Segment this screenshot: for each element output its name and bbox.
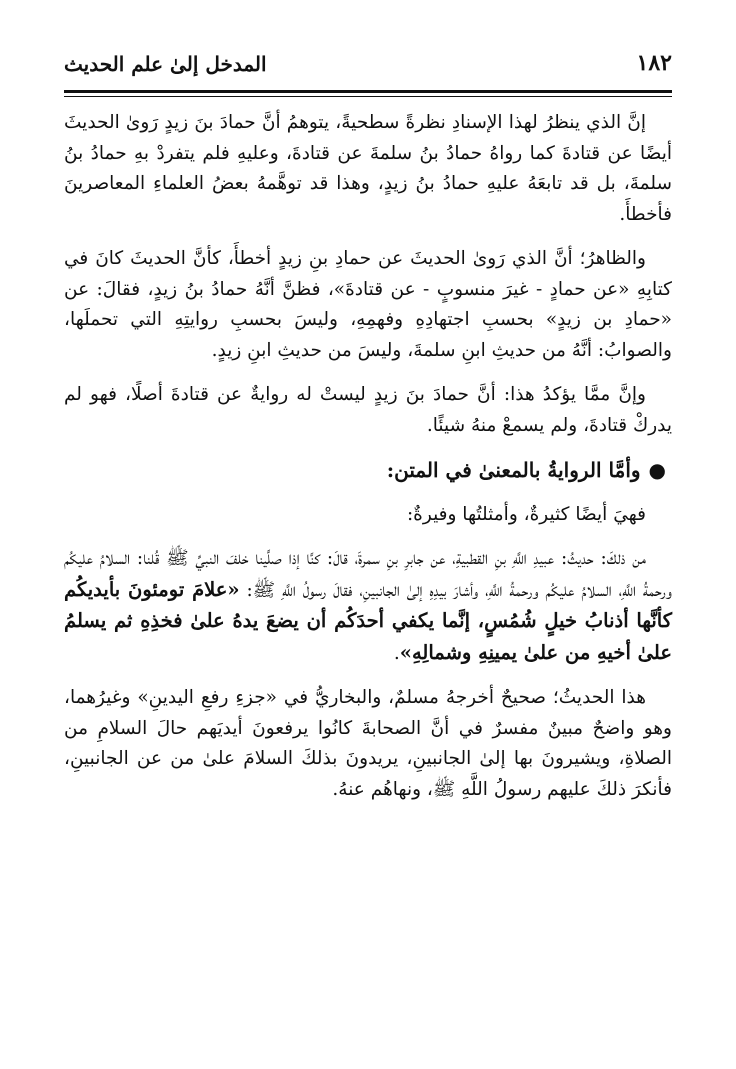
section-heading-text: وأمَّا الروايةُ بالمعنىٰ في المتن:	[386, 458, 641, 482]
section-heading	[64, 455, 672, 486]
paragraph-3: وإنَّ ممَّا يؤكدُ هذا: أنَّ حمادَ بنَ زيدٍ ليستْ له روايةٌ عن قتادةَ أصلًا، فهو لم يدركْ قتادةَ، ولم يسمعْ منهُ شيئًا.	[64, 384, 672, 436]
paragraph-6: هذا الحديثُ؛ صحيحٌ أخرجهُ مسلمٌ، والبخاريُّ في «جزءِ رفعِ اليدينِ» وغيرُهما، وهو واضحٌ مبينٌ مفسرٌ في أنَّ الصحابةَ كانُوا يرفعونَ أيديَهم حالَ السلامِ من الصلاةِ، ويشيرونَ بها إلىٰ الجانبينِ، يريدونَ بذلكَ السلامَ علىٰ من عن الجانبينِ، فأنكرَ ذلكَ عليهم رسولُ اللَّهِ ﷺ، ونهاهُم عنهُ.	[64, 687, 672, 800]
hadith-text: «علامَ تومئونَ بأيديكُم كأنَّها أذنابُ خيلٍ شُمُسٍ، إنَّما يكفي أحدَكُم أن يضعَ يدهُ علىٰ فخذِهِ ثم يسلمُ علىٰ أخيهِ من علىٰ يمينِهِ وشمالِهِ»	[64, 577, 672, 664]
paragraph-2: والظاهرُ؛ أنَّ الذي رَوىٰ الحديثَ عن حمادِ بنِ زيدٍ أخطأَ، كأنَّ الحديثَ كانَ في كتابِهِ «عن حمادٍ - غيرَ منسوبٍ - عن قتادةَ»، فظنَّ أنَّهُ حمادُ بنُ زيدٍ، فقالَ: عن «حمادِ بن زيدٍ» بحسبِ اجتهادِهِ وفهمِهِ، وليسَ بحسبِ روايتِهِ التي تحملَها، والصوابُ: أنَّهُ من حديثِ ابنِ سلمةَ، وليسَ من حديثِ ابنِ زيدٍ.	[64, 248, 672, 361]
header-rule-thick	[64, 90, 672, 93]
page-body	[64, 108, 672, 819]
hadith-end: .	[393, 642, 400, 664]
page-header	[64, 50, 672, 90]
paragraph-1: إنَّ الذي ينظرُ لهذا الإسنادِ نظرةً سطحيةً، يتوهمُ أنَّ حمادَ بنَ زيدٍ رَوىٰ الحديثَ أيضًا عن قتادةَ كما رواهُ حمادُ بنُ سلمةَ عن قتادةَ، وعليهِ فلم يتفردْ بهِ حمادُ بنُ سلمةَ، بل قد تابعَهُ عليهِ حمادُ بنُ زيدٍ، وهذا قد توهَّمهُ بعضُ العلماءِ المعاصرينَ فأخطأَ.	[64, 112, 672, 225]
hadith-intro: من ذلكَ: حديثُ: عبيدِ اللَّهِ بنِ القطبيةِ، عن جابرِ بنِ سمرةَ، قالَ: كنَّا إذا صلَّينا خلفَ النبيِّ ﷺ قُلنا: السلامُ عليكُم ورحمةُ اللَّهِ، السلامُ عليكُم ورحمةُ اللَّهِ، وأشارَ بيدِهِ إلىٰ الجانبينِ، فقالَ رسولُ اللَّهِ ﷺ:	[64, 548, 672, 601]
bullet-icon: ●	[648, 458, 666, 482]
paragraph-4: فهيَ أيضًا كثيرةٌ، وأمثلتُها وفيرةٌ:	[406, 503, 646, 525]
running-title: المدخل إلىٰ علم الحديث	[64, 52, 267, 76]
page-number: ١٨٢	[636, 50, 672, 76]
header-rule-thin	[64, 96, 672, 97]
paragraph-5	[64, 544, 672, 669]
